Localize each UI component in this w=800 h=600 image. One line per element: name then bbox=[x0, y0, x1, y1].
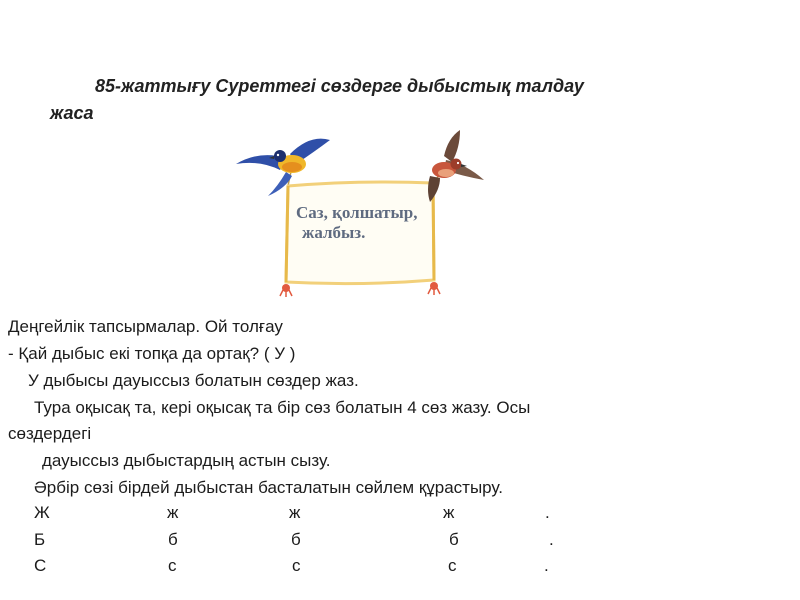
letter-cell: б bbox=[291, 530, 301, 549]
bird-icon bbox=[428, 130, 484, 202]
task-1: У дыбысы дауыссыз болатын сөздер жаз. bbox=[28, 371, 359, 390]
illustration-svg bbox=[230, 130, 490, 305]
letter-cell: с bbox=[168, 556, 177, 575]
question-line: - Қай дыбыс екі топқа да ортақ? ( У ) bbox=[8, 344, 296, 363]
task-2-line-1: Тура оқысақ та, кері оқысақ та бір сөз болатын 4 сөз жазу. Осы bbox=[34, 398, 531, 417]
letter-cell: с bbox=[292, 556, 301, 575]
letter-cell: . bbox=[545, 503, 550, 522]
letter-cell: с bbox=[448, 556, 457, 575]
letter-cell: ж bbox=[289, 503, 301, 522]
letter-cell: Ж bbox=[34, 503, 50, 522]
exercise-title-continuation: жаса bbox=[50, 103, 94, 123]
task-2-line-3: дауыссыз дыбыстардың астын сызу. bbox=[42, 451, 331, 470]
letter-cell: ж bbox=[443, 503, 455, 522]
letter-cell: б bbox=[449, 530, 459, 549]
tasks-heading: Деңгейлік тапсырмалар. Ой толғау bbox=[8, 317, 283, 336]
letter-cell: Б bbox=[34, 530, 46, 549]
letter-cell: ж bbox=[167, 503, 179, 522]
task-2-line-2: сөздердегі bbox=[8, 424, 92, 443]
scroll-text-line2: жалбыз. bbox=[302, 223, 366, 242]
birds-scroll-illustration bbox=[230, 130, 490, 305]
letter-cell: б bbox=[168, 530, 178, 549]
scroll-text-line1: Саз, қолшатыр, bbox=[296, 203, 418, 222]
letter-cell: С bbox=[34, 556, 47, 575]
letter-cell: . bbox=[544, 556, 549, 575]
letter-cell: . bbox=[549, 530, 554, 549]
exercise-title: 85-жаттығу Суреттегі сөздерге дыбыстық талдау bbox=[95, 76, 584, 96]
scroll bbox=[280, 182, 440, 297]
task-3: Әрбір сөзі бірдей дыбыстан басталатын сөйлем құрастыру. bbox=[34, 478, 503, 497]
